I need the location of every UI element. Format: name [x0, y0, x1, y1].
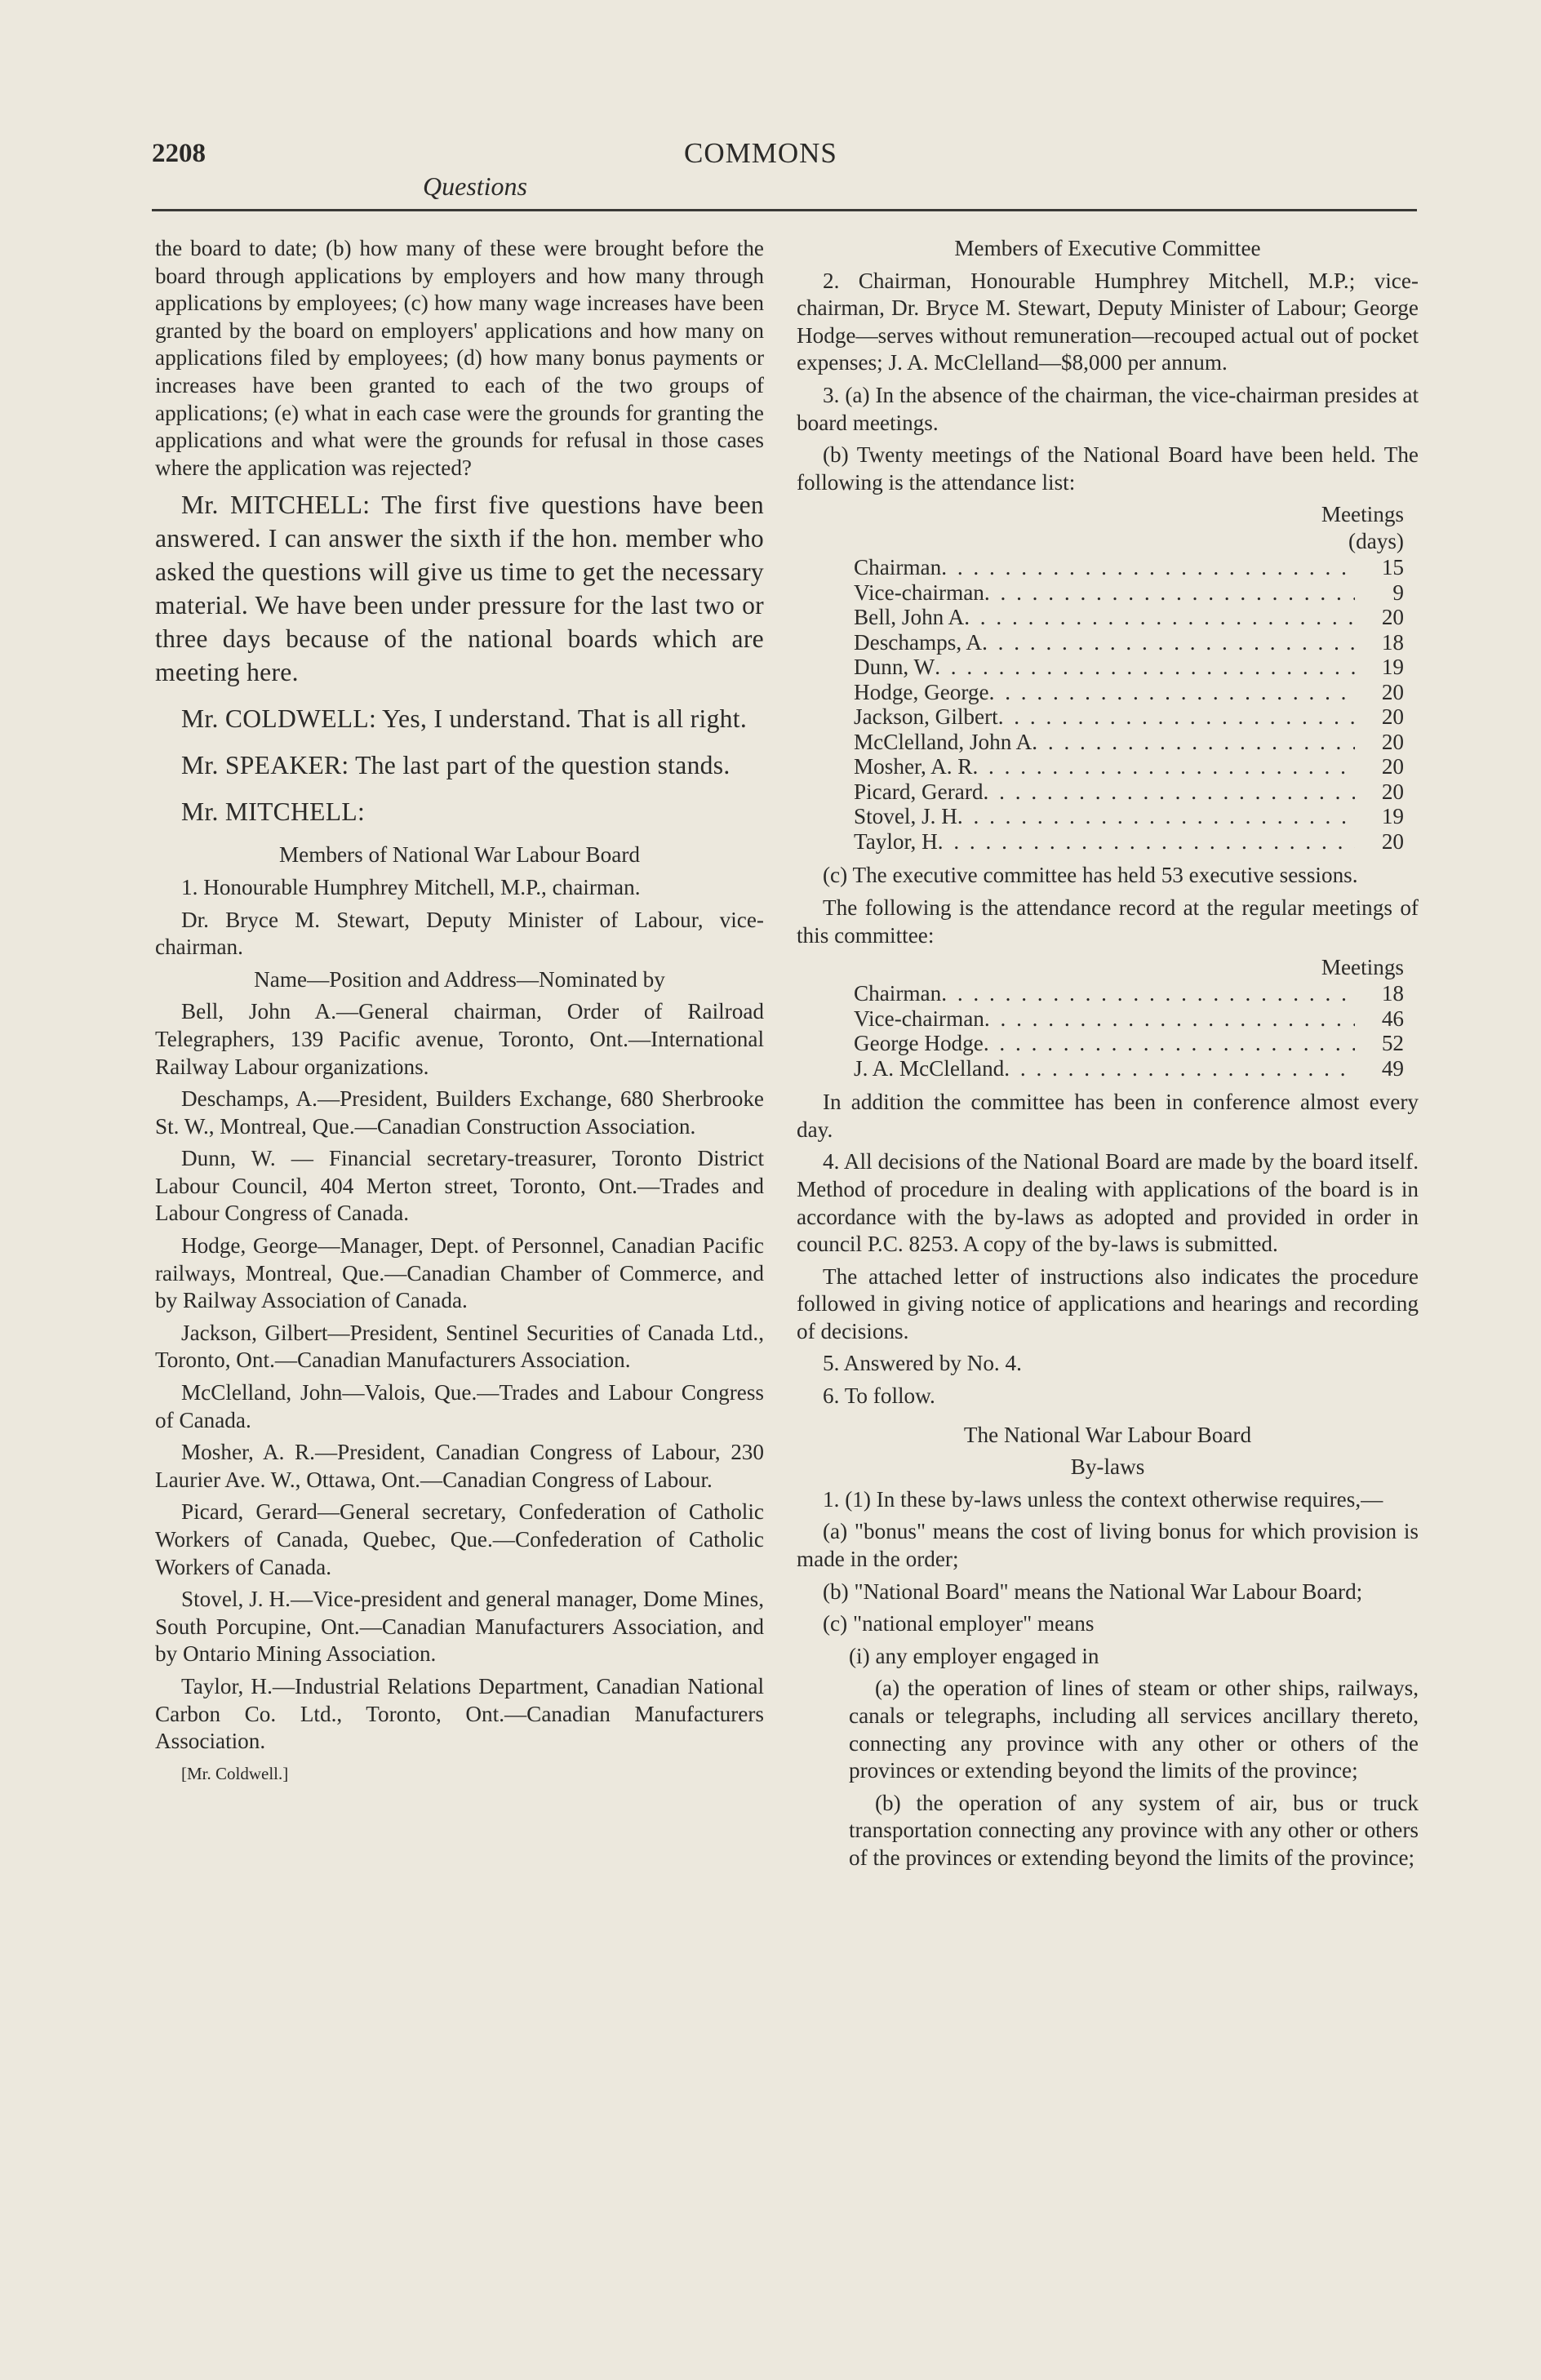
attendance-row: [797, 1056, 1419, 1081]
attendance-header: Meetings: [1321, 502, 1404, 527]
member-entry: Jackson, Gilbert—President, Sentinel Securities of Canada Ltd., Toronto, Ont.—Canadian Manufacturers Association.: [155, 1320, 764, 1373]
attendance-name: Dunn, W: [854, 655, 935, 680]
attendance-row: [797, 605, 1419, 630]
footnote: [Mr. Coldwell.]: [181, 1763, 289, 1783]
attendance-row: [797, 680, 1419, 705]
attendance-value: 20: [1381, 605, 1404, 630]
name-heading: Name—Position and Address—Nominated by: [254, 966, 665, 992]
member-vice-chairman: Dr. Bryce M. Stewart, Deputy Minister of Labour, vice-chairman.: [155, 907, 764, 960]
attendance-header: Meetings: [1321, 955, 1404, 980]
attendance-value: 20: [1381, 828, 1404, 854]
attendance-name: Mosher, A. R: [854, 754, 973, 779]
answer-3d: In addition the committee has been in conference almost every day.: [797, 1090, 1419, 1142]
member-entry: McClelland, John—Valois, Que.—Trades and Labour Congress of Canada.: [155, 1380, 764, 1432]
answer-6: 6. To follow.: [823, 1383, 935, 1409]
bylaws-title: The National War Labour Board: [963, 1422, 1252, 1447]
answer-3a: 3. (a) In the absence of the chairman, the vice-chairman presides at board meetings.: [797, 382, 1419, 435]
member-entry: Bell, John A.—General chairman, Order of Railroad Telegraphers, 139 Pacific avenue, Toronto, Ont.—International Railway Labour organizations.: [155, 999, 764, 1079]
attendance-row: [797, 1006, 1419, 1032]
answer-5: 5. Answered by No. 4.: [823, 1351, 1022, 1376]
running-title: COMMONS: [684, 137, 837, 169]
attendance-name: Chairman: [854, 555, 942, 580]
bylaw-1c: (c) "national employer" means: [823, 1611, 1095, 1636]
speech-mitchell-2: Mr. MITCHELL:: [181, 797, 366, 827]
bylaw-1c-i-a: (a) the operation of lines of steam or other ships, railways, canals or telegraphs, including all services ancillary thereto, connecting any province with any other or others of the provinces or extending beyond the limits of the province;: [849, 1676, 1419, 1783]
answer-3b: (b) Twenty meetings of the National Board have been held. The following is the attendance list:: [797, 442, 1419, 495]
attendance-name: Vice-chairman: [854, 1006, 984, 1031]
attendance-value: 19: [1381, 804, 1404, 829]
attendance-value: 20: [1381, 779, 1404, 804]
attendance-row: [797, 754, 1419, 779]
member-chairman: 1. Honourable Humphrey Mitchell, M.P., chairman.: [181, 874, 641, 899]
attendance-row: [797, 630, 1419, 655]
attendance-value: 20: [1381, 754, 1404, 779]
speech-coldwell: Mr. COLDWELL: Yes, I understand. That is all right.: [181, 704, 748, 734]
attendance-name: McClelland, John A: [854, 729, 1033, 754]
member-entry: Hodge, George—Manager, Dept. of Personnel, Canadian Pacific railways, Montreal, Que.—Canadian Chamber of Commerce, and by Railway Association of Canada.: [155, 1233, 764, 1313]
attendance-name: Bell, John A: [854, 605, 965, 630]
bylaw-1a: (a) "bonus" means the cost of living bonus for which provision is made in the order;: [797, 1519, 1419, 1572]
attendance-name: Hodge, George: [854, 679, 989, 704]
attendance-name: Deschamps, A: [854, 629, 983, 655]
left-column: [155, 235, 764, 1792]
attendance-name: Jackson, Gilbert: [854, 704, 998, 730]
bylaw-1b: (b) "National Board" means the National War Labour Board;: [823, 1579, 1363, 1604]
member-entry: Picard, Gerard—General secretary, Confederation of Catholic Workers of Canada, Quebec, Que.—Confederation of Catholic Workers of Canada.: [155, 1499, 764, 1579]
attendance-value: 19: [1381, 655, 1404, 680]
member-entry: Dunn, W. — Financial secretary-treasurer, Toronto District Labour Council, 404 Merton street, Toronto, Ont.—Trades and Labour Congress of Canada.: [155, 1146, 764, 1226]
attendance-row: [797, 655, 1419, 680]
attendance-row: [797, 580, 1419, 606]
attendance-value: 20: [1381, 729, 1404, 754]
attendance-value: 49: [1381, 1055, 1404, 1081]
member-entry: Stovel, J. H.—Vice-president and general manager, Dome Mines, South Porcupine, Ont.—Canadian Manufacturers Association, and by Ontario Mining Association.: [155, 1587, 764, 1667]
attendance-name: Vice-chairman: [854, 579, 984, 605]
attendance-name: J. A. McClelland: [854, 1055, 1005, 1081]
bylaw-1c-i-b: (b) the operation of any system of air, bus or truck transportation connecting any province with any other or others of the provinces or extending beyond the limits of the province;: [849, 1790, 1419, 1870]
bylaw-1: 1. (1) In these by-laws unless the context otherwise requires,—: [823, 1486, 1383, 1512]
attendance-value: 20: [1381, 704, 1404, 730]
page-number: 2208: [152, 139, 206, 168]
attendance-name: Taylor, H: [854, 828, 938, 854]
member-entry: Deschamps, A.—President, Builders Exchange, 680 Sherbrooke St. W., Montreal, Que.—Canadian Construction Association.: [155, 1086, 764, 1139]
question-continuation: the board to date; (b) how many of these were brought before the board through applications by employers and how many through applications by employees; (c) how many wage increases have been granted by the board on employers' applications and how many on applications filed by employees; (d) how many bonus payments or increases have been granted to each of the two groups of applications; (e) what in each case were the grounds for granting the applications and what were the grounds for refusal in those cases where the application was rejected?: [155, 236, 764, 480]
member-entry: Taylor, H.—Industrial Relations Department, Canadian National Carbon Co. Ltd., Toronto, Ont.—Canadian Manufacturers Association.: [155, 1673, 764, 1754]
attendance-value: 46: [1381, 1006, 1404, 1031]
attendance-row: [797, 704, 1419, 730]
speech-speaker: Mr. SPEAKER: The last part of the question stands.: [181, 751, 731, 780]
attendance-value: 20: [1381, 679, 1404, 704]
header-rule: [152, 209, 1417, 211]
attendance-row: [797, 555, 1419, 580]
attendance-row: [797, 981, 1419, 1006]
answer-4b: The attached letter of instructions also indicates the procedure followed in giving notice of applications and hearings and recording of decisions.: [797, 1263, 1419, 1343]
speech-mitchell: Mr. MITCHELL: The first five questions have been answered. I can answer the sixth if the hon. member who asked the questions will give us time to get the necessary material. We have been under pressure for the last two or three days because of the national boards which are meeting here.: [155, 491, 764, 687]
attendance-table-committee: [797, 954, 1419, 1081]
right-column: [797, 235, 1419, 1877]
attendance-row: [797, 1031, 1419, 1056]
attendance-row: [797, 730, 1419, 755]
answer-3c: (c) The executive committee has held 53 executive sessions.: [823, 863, 1358, 888]
attendance-value: 18: [1381, 629, 1404, 655]
attendance-name: Stovel, J. H: [854, 804, 957, 829]
attendance-row: [797, 829, 1419, 855]
bylaw-1c-i: (i) any employer engaged in: [849, 1643, 1099, 1668]
member-entry: Mosher, A. R.—President, Canadian Congress of Labour, 230 Laurier Ave. W., Ottawa, Ont.—Canadian Congress of Labour.: [155, 1440, 764, 1492]
exec-heading: Members of Executive Committee: [954, 236, 1261, 260]
bylaws-subtitle: By-laws: [1070, 1454, 1145, 1480]
attendance-value: 15: [1381, 555, 1404, 580]
attendance-value: 9: [1392, 579, 1404, 605]
attendance-name: Chairman: [854, 981, 942, 1006]
attendance-table-board: [797, 501, 1419, 854]
attendance-header-unit: (days): [1348, 529, 1404, 554]
members-heading: Members of National War Labour Board: [279, 842, 640, 868]
attendance-name: George Hodge: [854, 1031, 984, 1056]
attendance-value: 52: [1381, 1031, 1404, 1056]
answer-2: 2. Chairman, Honourable Humphrey Mitchell, M.P.; vice-chairman, Dr. Bryce M. Stewart, Deputy Minister of Labour; George Hodge—serves without remuneration—recouped actual out of pocket expenses; J. A. McClelland—$8,000 per annum.: [797, 268, 1419, 375]
attendance-row: [797, 779, 1419, 805]
attendance-name: Picard, Gerard: [854, 779, 984, 804]
answer-4: 4. All decisions of the National Board are made by the board itself. Method of procedure in dealing with applications of the board is in accordance with the by-laws as adopted and provided in order in council P.C. 8253. A copy of the by-laws is submitted.: [797, 1149, 1419, 1257]
attendance-value: 18: [1381, 981, 1404, 1006]
section-subtitle: Questions: [423, 171, 527, 201]
answer-3c-intro: The following is the attendance record at the regular meetings of this committee:: [797, 895, 1419, 948]
attendance-row: [797, 804, 1419, 829]
